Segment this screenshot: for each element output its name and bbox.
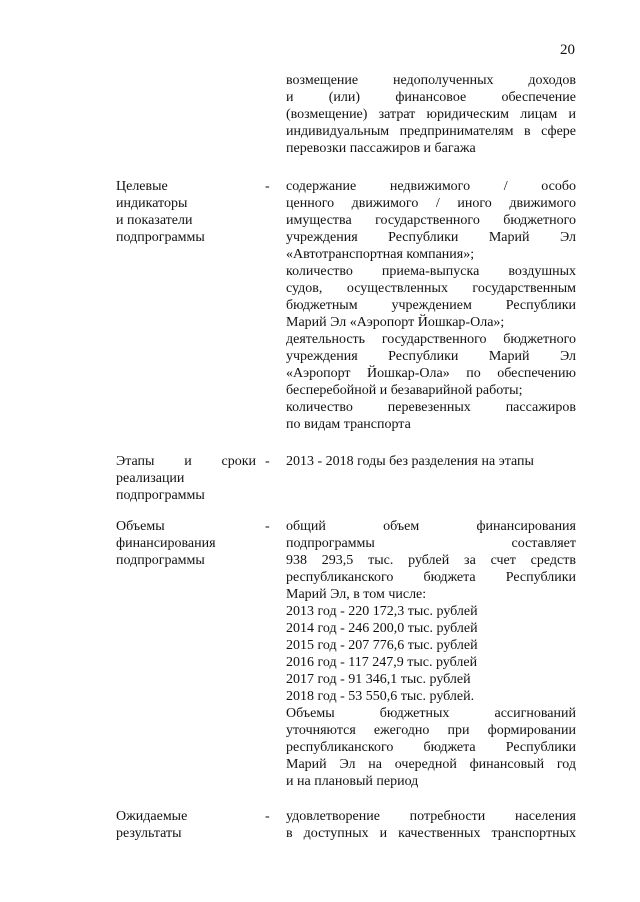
content-line: деятельность государственного бюджетного	[286, 332, 576, 347]
content-line: (возмещение) затрат юридическим лицам и	[286, 107, 576, 122]
label-line: Ожидаемые	[116, 809, 188, 824]
row-label	[116, 808, 256, 842]
content-line: 2013 - 2018 годы без разделения на этапы	[286, 454, 534, 469]
content-line: уточняются ежегодно при формировании	[286, 723, 576, 738]
row-label	[116, 518, 256, 569]
content-line: имущества государственного бюджетного	[286, 213, 576, 228]
content-line: 938 293,5 тыс. рублей за счет средств	[286, 553, 576, 568]
row-dash: -	[265, 454, 270, 469]
label-line: подпрограммы	[116, 553, 205, 568]
content-line: бесперебойной и безаварийной работы;	[286, 383, 523, 398]
content-line: 2017 год - 91 346,1 тыс. рублей	[286, 672, 471, 687]
label-line: подпрограммы	[116, 230, 205, 245]
content-line: Объемы бюджетных ассигнований	[286, 706, 576, 721]
content-line: «Аэропорт Йошкар-Ола» по обеспечению	[286, 366, 576, 381]
content-line: 2014 год - 246 200,0 тыс. рублей	[286, 621, 478, 636]
label-line: финансирования	[116, 536, 216, 551]
content-line: и на плановый период	[286, 774, 419, 789]
label-line: Целевые	[116, 179, 168, 194]
content-line: Марий Эл, в том числе:	[286, 587, 427, 602]
content-line: подпрограммы составляет	[286, 536, 576, 551]
content-line: содержание недвижимого / особо	[286, 179, 576, 194]
content-line: «Автотранспортная компания»;	[286, 247, 475, 262]
content-line: 2013 год - 220 172,3 тыс. рублей	[286, 604, 478, 619]
content-line: Марий Эл «Аэропорт Йошкар-Ола»;	[286, 315, 505, 330]
continuation-text	[286, 72, 576, 157]
label-line: подпрограммы	[116, 488, 205, 503]
row-label	[116, 178, 256, 246]
page-number: 20	[560, 42, 575, 58]
row-content	[286, 808, 576, 842]
content-line: перевозки пассажиров и багажа	[286, 141, 476, 156]
label-line: Объемы	[116, 519, 165, 534]
label-line: и показатели	[116, 213, 193, 228]
content-line: удовлетворение потребности населения	[286, 809, 576, 824]
content-line: учреждения Республики Марий Эл	[286, 230, 576, 245]
row-dash: -	[265, 519, 270, 534]
label-line: индикаторы	[116, 196, 188, 211]
content-line: по видам транспорта	[286, 417, 411, 432]
content-line: индивидуальным предпринимателям в сфере	[286, 124, 576, 139]
content-line: Марий Эл на очередной финансовый год	[286, 757, 576, 772]
row-content	[286, 178, 576, 433]
content-line: учреждения Республики Марий Эл	[286, 349, 576, 364]
row-label	[116, 453, 256, 504]
content-line: бюджетным учреждением Республики	[286, 298, 576, 313]
content-line: возмещение недополученных доходов	[286, 73, 576, 88]
content-line: количество приема-выпуска воздушных	[286, 264, 576, 279]
content-line: в доступных и качественных транспортных	[286, 826, 576, 841]
label-line: результаты	[116, 826, 182, 841]
content-line: общий объем финансирования	[286, 519, 576, 534]
content-line: и (или) финансовое обеспечение	[286, 90, 576, 105]
row-dash: -	[265, 809, 270, 824]
content-line: судов, осуществленных государственным	[286, 281, 576, 296]
content-line: 2016 год - 117 247,9 тыс. рублей	[286, 655, 478, 670]
content-line: 2018 год - 53 550,6 тыс. рублей.	[286, 689, 475, 704]
label-line: реализации	[116, 471, 185, 486]
row-content	[286, 518, 576, 790]
row-dash: -	[265, 179, 270, 194]
content-line: республиканского бюджета Республики	[286, 570, 576, 585]
content-line: 2015 год - 207 776,6 тыс. рублей	[286, 638, 478, 653]
content-line: ценного движимого / иного движимого	[286, 196, 576, 211]
label-line: Этапы и сроки	[116, 454, 256, 469]
row-content	[286, 453, 576, 470]
content-line: республиканского бюджета Республики	[286, 740, 576, 755]
content-line: количество перевезенных пассажиров	[286, 400, 576, 415]
